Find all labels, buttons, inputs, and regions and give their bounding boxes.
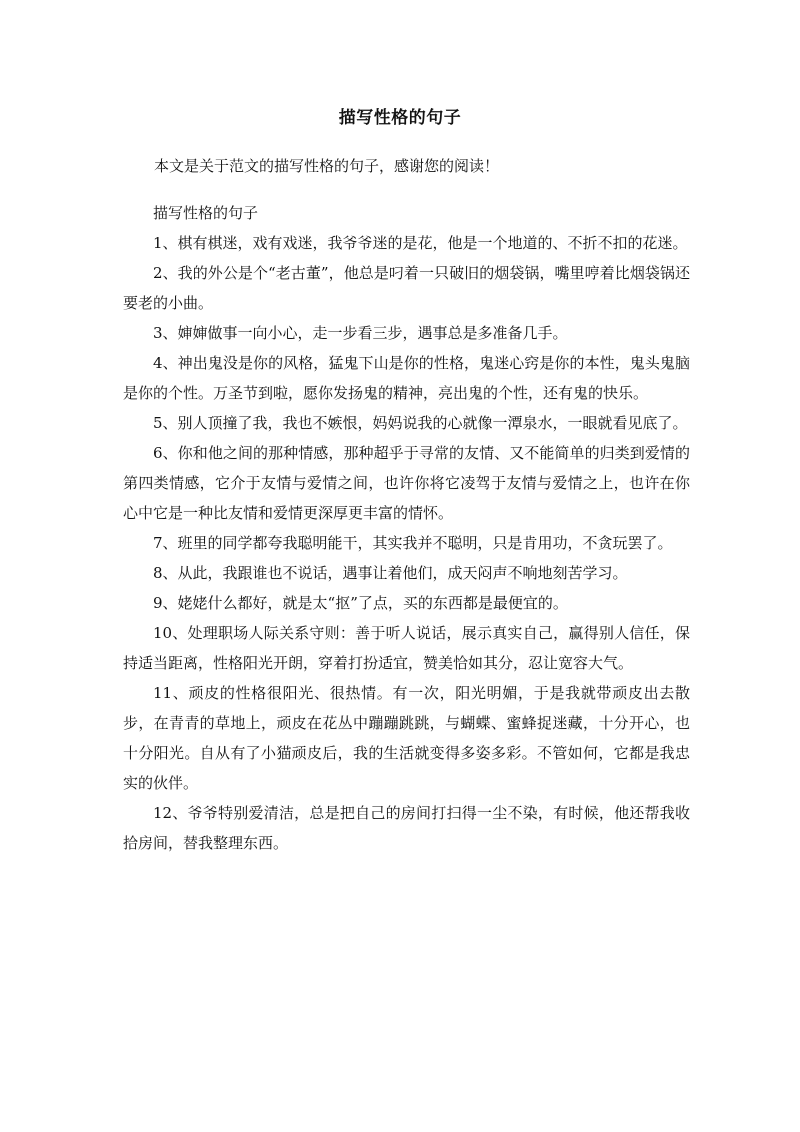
paragraph-9: 9、姥姥什么都好，就是太“抠”了点，买的东西都是最便宜的。 [153, 594, 568, 612]
paragraph-6: 6、你和他之间的那种情感，那种超乎于寻常的友情、又不能简单的归类到爱情的第四类情感，它介于友情与爱情之间，也许你将它凌驾于友情与爱情之上，也许在你心中它是一种比友情和爱情更深厚更丰富的情怀。 [123, 444, 690, 522]
paragraph-4: 4、神出鬼没是你的风格，猛鬼下山是你的性格，鬼迷心窍是你的本性，鬼头鬼脑是你的个性。万圣节到啦，愿你发扬鬼的精神，亮出鬼的个性，还有鬼的快乐。 [123, 354, 690, 402]
paragraph-2: 2、我的外公是个“老古董”，他总是叼着一只破旧的烟袋锅，嘴里哼着比烟袋锅还要老的小曲。 [123, 264, 690, 312]
paragraph-7: 7、班里的同学都夸我聪明能干，其实我并不聪明，只是肯用功，不贪玩罢了。 [153, 534, 673, 552]
paragraph-11: 11、顽皮的性格很阳光、很热情。有一次，阳光明媚，于是我就带顽皮出去散步，在青青的草地上，顽皮在花丛中蹦蹦跳跳，与蝴蝶、蜜蜂捉迷藏，十分开心，也十分阳光。自从有了小猫顽皮后，我的生活就变得多姿多彩。不管如何，它都是我忠实的伙伴。 [123, 684, 690, 792]
paragraph-10: 10、处理职场人际关系守则：善于听人说话，展示真实自己，赢得别人信任，保持适当距离，性格阳光开朗，穿着打扮适宜，赞美恰如其分，忍让宽容大气。 [123, 624, 690, 672]
document-title: 描写性格的句子 [338, 108, 462, 128]
paragraph-8: 8、从此，我跟谁也不说话，遇事让着他们，成天闷声不响地刻苦学习。 [153, 564, 628, 582]
paragraph-3: 3、婶婶做事一向小心，走一步看三步，遇事总是多准备几手。 [153, 324, 568, 342]
document-body [123, 198, 690, 858]
intro-text: 本文是关于范文的描写性格的句子，感谢您的阅读！ [154, 157, 500, 175]
paragraph-5: 5、别人顶撞了我，我也不嫉恨，妈妈说我的心就像一潭泉水，一眼就看见底了。 [153, 414, 688, 432]
paragraph-1: 1、棋有棋迷，戏有戏迷，我爷爷迷的是花，他是一个地道的、不折不扣的花迷。 [153, 234, 688, 252]
paragraph-12: 12、爷爷特别爱清洁，总是把自己的房间打扫得一尘不染，有时候，他还帮我收拾房间，替我整理东西。 [123, 804, 690, 852]
section-heading: 描写性格的句子 [153, 204, 259, 222]
